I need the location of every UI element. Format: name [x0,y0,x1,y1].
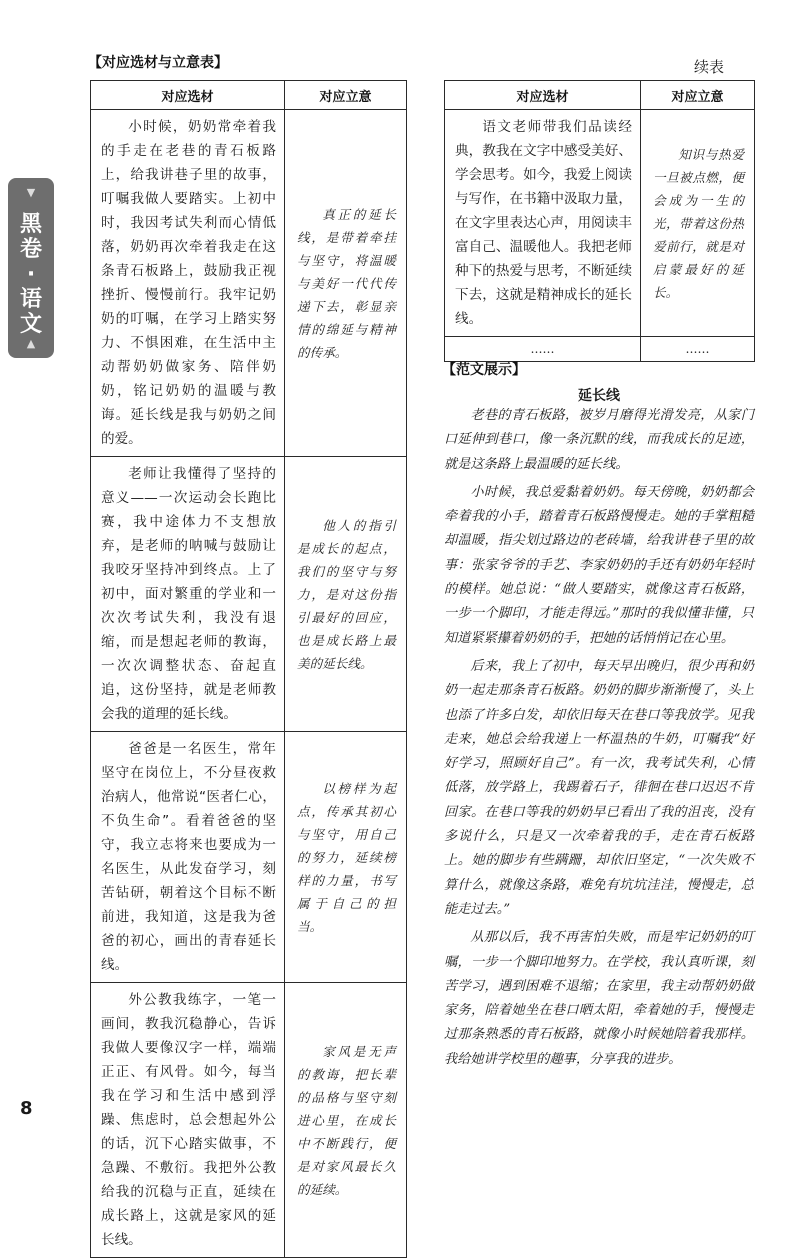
ellipsis-cell: …… [445,337,641,362]
page-number: 8 [20,1098,33,1119]
side-tab [8,178,54,358]
material-cell: 爸爸是一名医生，常年坚守在岗位上，不分昼夜救治病人，他常说“医者仁心，不负生命”。看着爸爸的坚守，我立志将来也要成为一名医生，从此发奋学习，刻苦钻研，朝着这个目标不断前进，我知道，这是我为爸爸的初心，画出的青春延长线。 [91,732,285,983]
table-row [91,983,407,1258]
right-table [444,80,755,362]
essay-paragraph: 小时候，我总爱黏着奶奶。每天傍晚，奶奶都会牵着我的小手，踏着青石板路慢慢走。她的手掌粗糙却温暖，指尖划过路边的老砖墙，给我讲巷子里的故事：张家爷爷的手艺、李家奶奶的手还有奶奶年轻时的模样。她总说：“做人要踏实，就像这青石板路，一步一个脚印，才能走得远。”那时的我似懂非懂，只知道紧紧攥着奶奶的手，把她的话悄悄记在心里。 [444,484,754,646]
ellipsis-cell: …… [641,337,755,362]
material-cell: 老师让我懂得了坚持的意义——一次运动会长跑比赛，我中途体力不支想放弃，是老师的呐喊与鼓励让我咬牙坚持冲到终点。上了初中，面对繁重的学业和一次次考试失利，我没有退缩，而是想起老师的教诲，一次次调整状态、奋起直追，这份坚持，就是老师教会我的道理的延长线。 [91,457,285,732]
table-row [91,110,407,457]
material-cell: 外公教我练字，一笔一画间，教我沉稳静心，告诉我做人要像汉字一样，端端正正、有风骨。如今，每当我在学习和生活中感到浮躁、焦虑时，总会想起外公的话，沉下心踏实做事，不急躁、不敷衍。我把外公教给我的沉稳与正直，延续在成长路上，这就是家风的延长线。 [91,983,285,1258]
essay-paragraph: 从那以后，我不再害怕失败，而是牢记奶奶的叮嘱，一步一个脚印地努力。在学校，我认真听课，刻苦学习，遇到困难不退缩；在家里，我主动帮奶奶做家务，陪着她坐在巷口晒太阳，牵着她的手，慢慢走过那条熟悉的青石板路，就像小时候她陪着我那样。我给她讲学校里的趣事，分享我的进步。 [444,930,754,1067]
essay-section-title: 【范文展示】 [442,362,526,378]
header-theme: 对应立意 [641,81,755,110]
essay-paragraph: 后来，我上了初中，每天早出晚归，很少再和奶奶一起走那条青石板路。奶奶的脚步渐渐慢了，头上也添了许多白发，却依旧每天在巷口等我放学。见我走来，她总会给我递上一杯温热的牛奶，叮嘱我“好好学习，照顾好自己”。有一次，我考试失利，心情低落，放学路上，我踢着石子，徘徊在巷口迟迟不肯回家。在巷口等我的奶奶早已看出了我的沮丧，没有多说什么，只是又一次牵着我的手，走在青石板路上。她的脚步有些蹒跚，却依旧坚定，“一次失败不算什么，就像这条路，难免有坑坑洼洼，慢慢走，总能走过去。” [444,658,754,917]
material-cell: 语文老师带我们品读经典，教我在文字中感受美好、学会思考。如今，我爱上阅读与写作，在书籍中汲取力量，在文字里表达心声，用阅读丰富自己、温暖他人。我把老师种下的热爱与思考，不断延续下去，这就是精神成长的延长线。 [445,110,641,337]
table-row [445,110,755,337]
left-table-header [91,81,407,110]
theme-cell: 知识与热爱一旦被点燃，便会成为一生的光，带着这份热爱前行，就是对启蒙最好的延长。 [641,110,755,337]
essay-title: 延长线 [578,388,620,404]
header-theme: 对应立意 [285,81,407,110]
theme-cell: 他人的指引是成长的起点，我们的坚守与努力，是对这份指引最好的回应，也是成长路上最美的延长线。 [285,457,407,732]
side-tab-label: 黑 卷 · 语 文 [19,212,42,337]
table-row [91,732,407,983]
header-material: 对应选材 [445,81,641,110]
theme-cell: 家风是无声的教诲，把长辈的品格与坚守刻进心里，在成长中不断践行，便是对家风最长久的延续。 [285,983,407,1258]
triangle-down-icon: ▲ [26,337,36,350]
material-cell: 小时候，奶奶常牵着我的手走在老巷的青石板路上，给我讲巷子里的故事，叮嘱我做人要踏实。上初中时，我因考试失利而心情低落，奶奶再次牵着我走在这条青石板路上，鼓励我正视挫折、慢慢前行。我牢记奶奶的叮嘱，在学习上踏实努力、不惧困难，在生活中主动帮奶奶做家务、陪伴奶奶，铭记奶奶的温暖与教诲。延长线是我与奶奶之间的爱。 [91,110,285,457]
left-section-title: 【对应选材与立意表】 [88,55,228,71]
theme-cell: 以榜样为起点，传承其初心与坚守，用自己的努力，延续榜样的力量，书写属于自己的担当。 [285,732,407,983]
theme-cell: 真正的延长线，是带着牵挂与坚守，将温暖与美好一代代传递下去，彰显亲情的绵延与精神的传承。 [285,110,407,457]
right-table-header [445,81,755,110]
essay-body [444,404,754,1076]
triangle-up-icon: ▼ [26,186,36,199]
continued-label: 续表 [694,58,725,76]
essay-paragraph: 老巷的青石板路，被岁月磨得光滑发亮，从家门口延伸到巷口，像一条沉默的线，而我成长的足迹，就是这条路上最温暖的延长线。 [444,408,754,472]
left-table [90,80,407,1258]
table-row [91,457,407,732]
table-row-ellipsis [445,337,755,362]
header-material: 对应选材 [91,81,285,110]
